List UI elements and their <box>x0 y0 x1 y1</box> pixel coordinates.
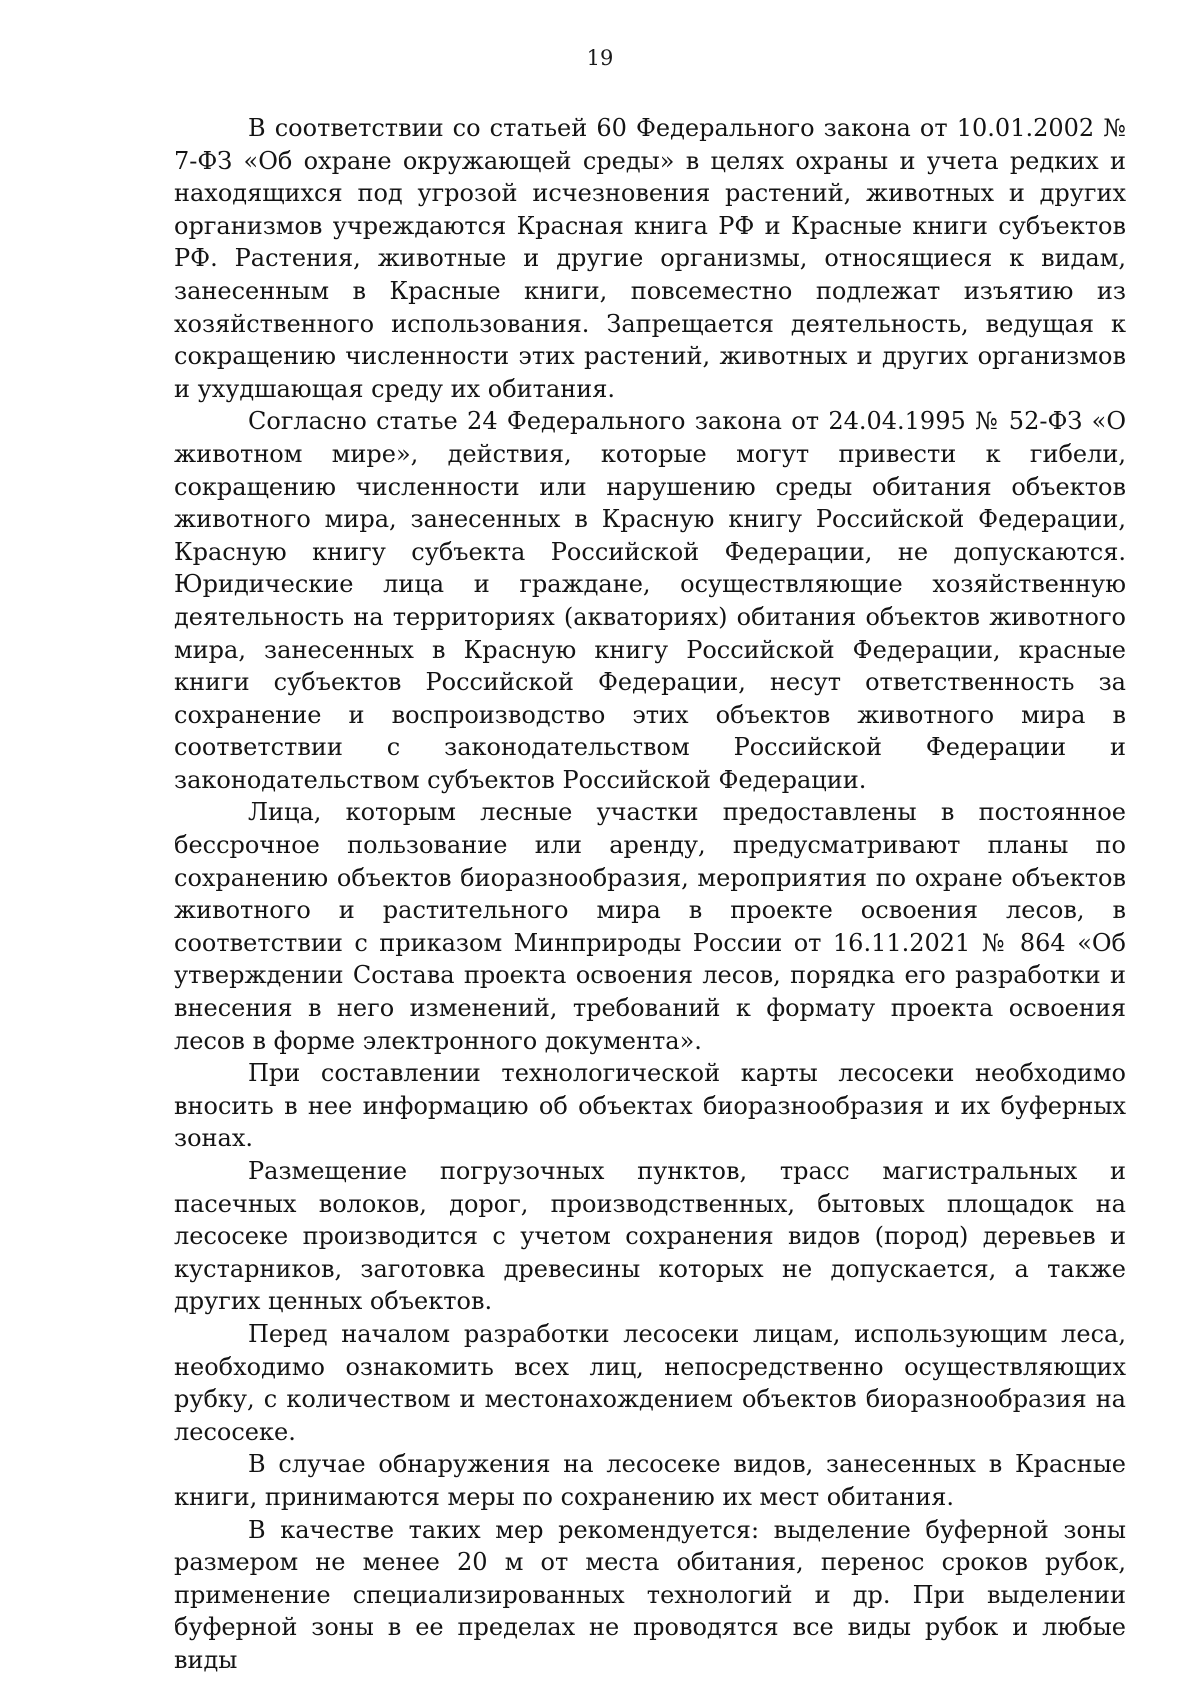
document-body <box>174 112 1126 1677</box>
page-number: 19 <box>586 46 614 70</box>
paragraph-animal-world-law: Согласно статье 24 Федерального закона от 24.04.1995 № 52-ФЗ «О животном мире», действия, которые могут привести к гибели, сокращению численности или нарушению среды обитания объектов животного мира, занесенных в Красную книгу Российской Федерации, Красную книгу субъекта Российской Федерации, не допускаются. Юридические лица и граждане, осуществляющие хозяйственную деятельность на территориях (акваториях) обитания объектов животного мира, занесенных в Красную книгу Российской Федерации, красные книги субъектов Российской Федерации, несут ответственность за сохранение и воспроизводство этих объектов животного мира в соответствии с законодательством Российской Федерации и законодательством субъектов Российской Федерации. <box>174 407 1126 794</box>
paragraph-placement: Размещение погрузочных пунктов, трасс магистральных и пасечных волоков, дорог, производственных, бытовых площадок на лесосеке производится с учетом сохранения видов (пород) деревьев и кустарников, заготовка древесины которых не допускается, а также других ценных объектов. <box>174 1157 1126 1316</box>
paragraph-detection: В случае обнаружения на лесосеке видов, занесенных в Красные книги, принимаются меры по сохранению их мест обитания. <box>174 1450 1126 1511</box>
paragraph-briefing: Перед началом разработки лесосеки лицам, использующим леса, необходимо ознакомить всех лиц, непосредственно осуществляющих рубку, с количеством и местонахождением объектов биоразнообразия на лесосеке. <box>174 1319 1126 1446</box>
paragraph-buffer-zone: В качестве таких мер рекомендуется: выделение буферной зоны размером не менее 20 м от места обитания, перенос сроков рубок, применение специализированных технологий и др. При выделении буферной зоны в ее пределах не проводятся все виды рубок и любые виды <box>174 1515 1126 1674</box>
paragraph-red-book-law: В соответствии со статьей 60 Федерального закона от 10.01.2002 № 7-ФЗ «Об охране окружающей среды» в целях охраны и учета редких и находящихся под угрозой исчезновения растений, животных и других организмов учреждаются Красная книга РФ и Красные книги субъектов РФ. Растения, животные и другие организмы, относящиеся к видам, занесенным в Красные книги, повсеместно подлежат изъятию из хозяйственного использования. Запрещается деятельность, ведущая к сокращению численности этих растений, животных и других организмов и ухудшающая среду их обитания. <box>174 114 1126 403</box>
paragraph-forest-plan: Лица, которым лесные участки предоставлены в постоянное бессрочное пользование или аренду, предусматривают планы по сохранению объектов биоразнообразия, мероприятия по охране объектов животного и растительного мира в проекте освоения лесов, в соответствии с приказом Минприроды России от 16.11.2021 № 864 «Об утверждении Состава проекта освоения лесов, порядка его разработки и внесения в него изменений, требований к формату проекта освоения лесов в форме электронного документа». <box>174 798 1126 1055</box>
paragraph-technological-map: При составлении технологической карты лесосеки необходимо вносить в нее информацию об объектах биоразнообразия и их буферных зонах. <box>174 1059 1126 1153</box>
